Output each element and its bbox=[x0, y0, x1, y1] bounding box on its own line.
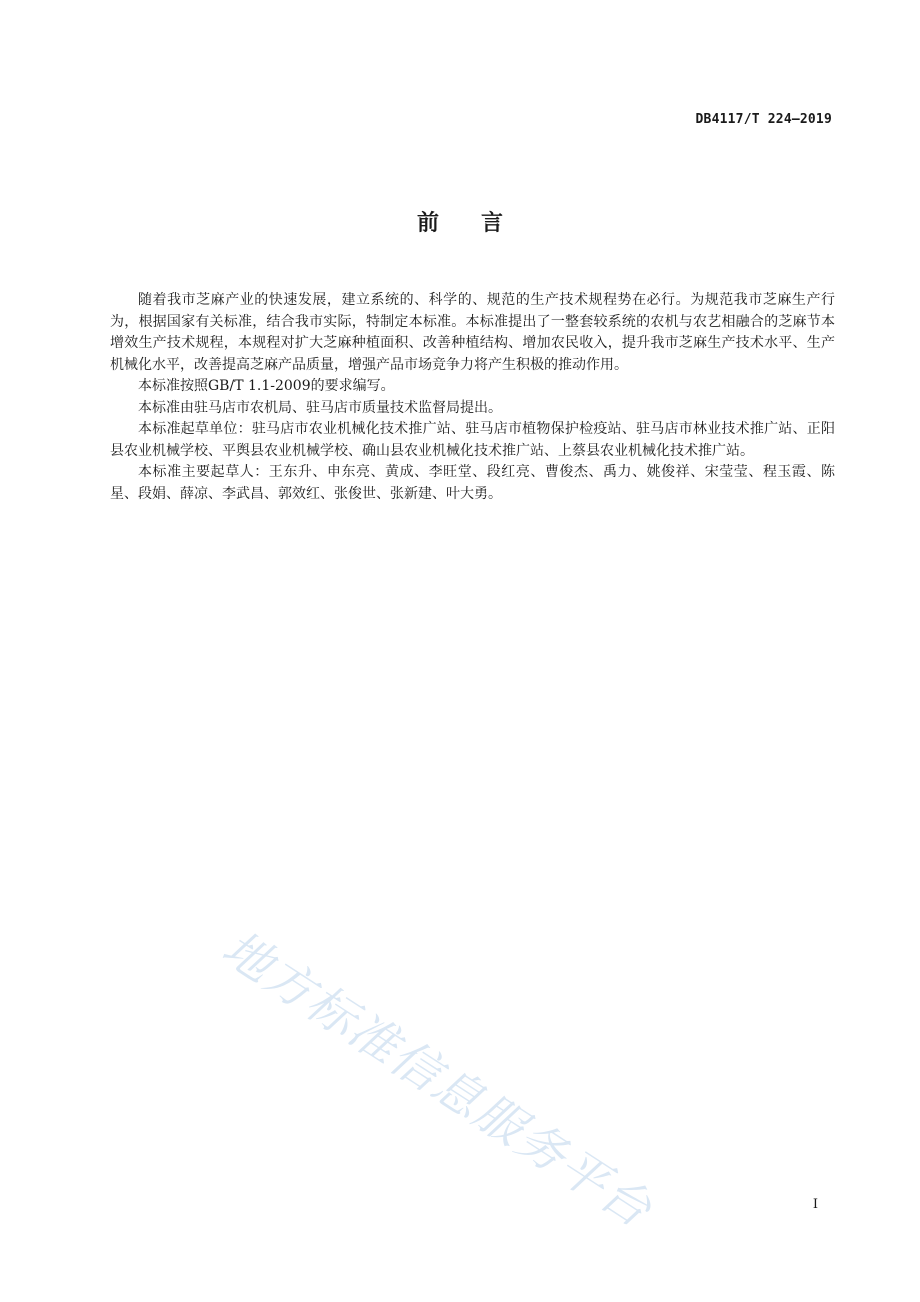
page-number: I bbox=[812, 1197, 818, 1212]
paragraph-proposer: 本标准由驻马店市农机局、驻马店市质量技术监督局提出。 bbox=[138, 399, 502, 416]
watermark: 地方标准信息服务平台 bbox=[212, 919, 663, 1240]
paragraph-drafting-rules: 本标准按照GB/T 1.1-2009的要求编写。 bbox=[138, 378, 395, 394]
paragraph-drafters: 本标准主要起草人：王东升、申东亮、黄成、李旺堂、段红亮、曹俊杰、禹力、姚俊祥、宋莹莹、程玉霞、陈星、段娟、薛凉、李武昌、郭效红、张俊世、张新建、叶大勇。 bbox=[110, 464, 835, 502]
page-title: 前言 bbox=[416, 211, 545, 236]
document-code: DB4117/T 224—2019 bbox=[695, 112, 832, 127]
paragraph-intro: 随着我市芝麻产业的快速发展，建立系统的、科学的、规范的生产技术规程势在必行。为规范我市芝麻生产行为，根据国家有关标准，结合我市实际，特制定本标准。本标准提出了一整套较系统的农机与农艺相融合的芝麻节本增效生产技术规程，本规程对扩大芝麻种植面积、改善种植结构、增加农民收入，提升我市芝麻生产技术水平、生产机械化水平，改善提高芝麻产品质量，增强产品市场竞争力将产生积极的推动作用。 bbox=[110, 292, 835, 373]
paragraph-drafting-units: 本标准起草单位：驻马店市农业机械化技术推广站、驻马店市植物保护检疫站、驻马店市林业技术推广站、正阳县农业机械学校、平舆县农业机械学校、确山县农业机械化技术推广站、上蔡县农业机械化技术推广站。 bbox=[110, 421, 835, 459]
foreword-body bbox=[110, 290, 835, 505]
